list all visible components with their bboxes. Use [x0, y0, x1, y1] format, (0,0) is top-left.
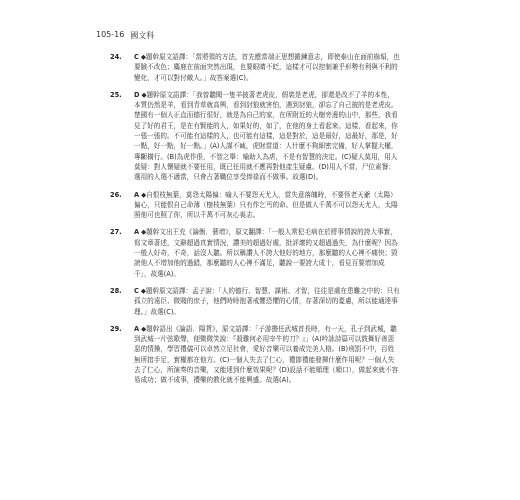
item-answer: C	[134, 53, 139, 61]
item-number: 25.	[110, 90, 122, 99]
item-text: ◆自恨枝無葉，莫怨太陽偏：喻人不要怨天尤人，當失意落魄時，不要怪老天爺（太陽）偏心，只能恨自己命薄（樹枝無葉）只有作乞丐的命。但是做人千萬不可以怨天尤人，太陽照他可也照了你，所以千萬不可灰心喪志。	[134, 190, 398, 220]
item-answer: A	[134, 228, 140, 237]
item-text: ◆題幹語出《論語．陽貨》，原文語譯：「子游擔任武城首長時，有一天，孔子到武城，聽到武城一片弦歌聲，便微微笑說：『殺雞何必用宰牛的刀？』」(A)吟詠詩篇可以鼓舞好善惡惡的情操，學習禮儀可以卓然立足社會，愛好音樂可以養成完美人格。(B)刑罰不中，百姓無所措手足，實權都在他方。(C)一個人失去了仁心，禮節禮能發揮什麼作用呢？一個人失去了仁心，所演奏的音樂，又能達到什麼效果呢？(D)設話不能順理（順口），做起來就不容易成功；做不成事，禮樂的教化就不能興盛。故選(A)。	[134, 324, 399, 385]
item-25	[110, 90, 400, 183]
answer-explanations	[110, 52, 400, 393]
item-number: 29.	[110, 324, 122, 333]
item-answer: A	[134, 190, 140, 199]
subject-title: 國文科	[130, 31, 155, 40]
item-28	[110, 286, 400, 317]
item-29	[110, 324, 400, 386]
item-26	[110, 190, 400, 221]
item-number: 24.	[110, 53, 122, 61]
item-number: 28.	[110, 286, 122, 295]
item-body	[134, 227, 400, 278]
item-answer: A	[134, 324, 140, 333]
item-body	[134, 324, 400, 386]
page-header	[96, 30, 154, 41]
item-answer: D	[134, 90, 140, 99]
item-body	[134, 52, 400, 83]
item-answer: C	[134, 286, 139, 295]
item-text: ◆題幹原文語譯：「當將領的方法，首先應當端正思想鍛鍊意志，即使泰山在面前崩塌，也要臉不改色；麋鹿在前面突然出現，也要眼睛不眨，這樣才可以控制兼乎形勢有利與不利的變化，才可以對付敵人。」故答案選(C)。	[134, 53, 400, 82]
item-body	[134, 190, 400, 221]
page-number: 105-16	[96, 30, 125, 39]
item-number: 26.	[110, 190, 122, 199]
item-text: ◆題幹文出王充《論衡．藝增》，原文翻譯：「一般人常犯毛病在於將事情說的誇大事實，寫文章著述，文辭超過真實情況，讚美的超過好處，批評壞的又超過過失，為什麼呢？因為一般人好奇，不奇，話沒人聽。所以稱讚人不誇大他好的地方，那麼聽的人心裡不痛快；毀謗他人不增加他的過錯，那麼聽的人心裡不滿足，聽說一要誇大成十，看見百要增加成千」，故選(A)。	[134, 228, 398, 278]
item-body	[134, 286, 400, 317]
item-27	[110, 227, 400, 278]
item-text: ◆題幹原文語譯：「我曾聽聞一隻羊披著老虎皮，假裝是老虎，卻還是改不了羊的本性，本質仍然是羊，看到青草就高興，看到豺狼就害怕，遇到豺狼，卻忘了自己披的是老虎皮。楚國有一個人正直而德行很好，就是為自己的家，在所附近的大樹旁邊的山中，那些，我看見了好的君王，是在有賢能的人，如果好的，如了，在他的身上看起來。這樣，看起來，你一張一張的。不可能有這樣的人，也可能有這樣，這是對於，這是最好，這最好，那是，好一點，好一點，好一點。」(A)人謀不臧，虎財當道：人什麼不夠細密完備，好人掌握大權，專斷橫行。(B)為虎作倀，不智之舉：喻助人為虐，不是有智慧的決定。(C)疑人莫用，用人莫疑：對人懷疑就不要任用，既已任用就不應再對他產生疑慮。(D)用人不當，尸位素餐：選用的人選不適當，只會占著職位享受俸祿而不做事。故選(D)。	[134, 90, 398, 182]
item-number: 27.	[110, 228, 122, 237]
item-body	[134, 90, 400, 183]
item-text: ◆題幹原文語譯：孟子說：「人的德行、智慧、謀術、才智，往往是處在患難之中的：只有孤立的遠臣、微賤的庶子，他們時時抱著戒懼恐懼的心情，存著深切的憂慮，所以能通達事理。」故選(C)。	[134, 286, 400, 316]
item-24	[110, 52, 400, 83]
